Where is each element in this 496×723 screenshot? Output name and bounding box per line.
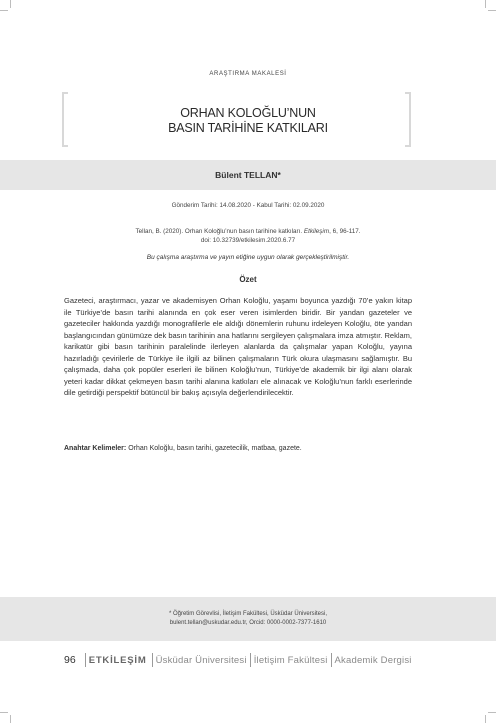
citation-journal: Etkileşim [303,228,330,235]
article-type: ARAŞTIRMA MAKALESİ [209,71,287,77]
footnote-band [0,597,496,641]
footer-divider [250,653,251,667]
citation-doi: doi: 10.32739/etkilesim.2020.6.77 [200,237,296,244]
footer-divider [152,653,153,667]
citation-pre: Tellan, B. (2020). Orhan Koloğlu’nun basın tarihine katkıları. [135,228,304,235]
crop-mark [10,715,11,723]
article-title [0,106,496,136]
crop-mark [0,10,8,11]
crop-mark [485,0,486,8]
citation [0,227,496,245]
abstract-heading: Özet [239,275,257,284]
keywords-label: Anahtar Kelimeler: [64,445,127,452]
ethics-note: Bu çalışma araştırma ve yayın etiğine uygun olarak gerçekleştirilmiştir. [146,254,350,261]
citation-line [0,227,496,236]
footer-university: Üsküdar Üniversitesi [155,654,247,666]
journal-brand: ETKİLEŞİM [88,654,147,666]
page-footer [64,653,412,667]
crop-mark [488,712,496,713]
footer-divider [331,653,332,667]
crop-mark [488,10,496,11]
citation-post: , 6, 96-117. [329,228,361,235]
crop-mark [485,715,486,723]
footer-divider [85,653,86,667]
crop-mark [0,712,8,713]
author-name: Bülent TELLAN* [215,170,281,180]
title-line: BASIN TARİHİNE KATKILARI [168,121,328,135]
submission-dates: Gönderim Tarihi: 14.08.2020 - Kabul Tarihi: 02.09.2020 [171,202,325,209]
keywords-value: Orhan Koloğlu, basın tarihi, gazetecilik, matbaa, gazete. [126,445,302,452]
crop-mark [10,0,11,8]
footnote-line: * Öğretim Görevlisi, İletişim Fakültesi, Üsküdar Üniversitesi, [168,611,328,617]
footer-faculty: İletişim Fakültesi [253,654,328,666]
footer-journal: Akademik Dergisi [334,654,412,666]
title-line: ORHAN KOLOĞLU’NUN [180,106,316,120]
footnote-line: bulent.tellan@uskudar.edu.tr, Orcid: 0000-0002-7377-1610 [169,620,327,626]
abstract-body: Gazeteci, araştırmacı, yazar ve akademisyen Orhan Koloğlu, yaşamı boyunca yazdığı 70’e yakın kitap ile Türkiye’de basın tarihi alanında en çok eser veren isimlerden biridir. Bir yandan gazeteler ve gazeteciler hakkında yazdığı monografilerle ele aldığı dönemlerin ruhunu irdeleyen Koloğlu, öte yandan başlangıcından günümüze dek basın tarihinin ana hatlarını sergileyen çalışmalara imza atmıştır. Reklam, karikatür gibi basın tarihinin paralelinde ilerleyen alanlarda da çalışmalar yapan Koloğlu, yayına hazırladığı çevirilerle de Türkiye ile ilgili az bilinen çalışmaların Türk okura ulaşmasını sağlamıştır. Bu çalışmada, daha çok popüler eserleri ile bilinen Koloğlu’nun, Türkiye’de akademik bir ilgi alanı olarak yeteri kadar dikkat çekmeyen basın tarihi alanına katkıları ele alınacak ve Koloğlu’nun farklı eserlerinde dile getirdiği perspektif bütüncül bir bakış açısıyla değerlendirilecektir. [64,296,412,397]
keywords [64,445,424,452]
page-number: 96 [64,654,76,666]
